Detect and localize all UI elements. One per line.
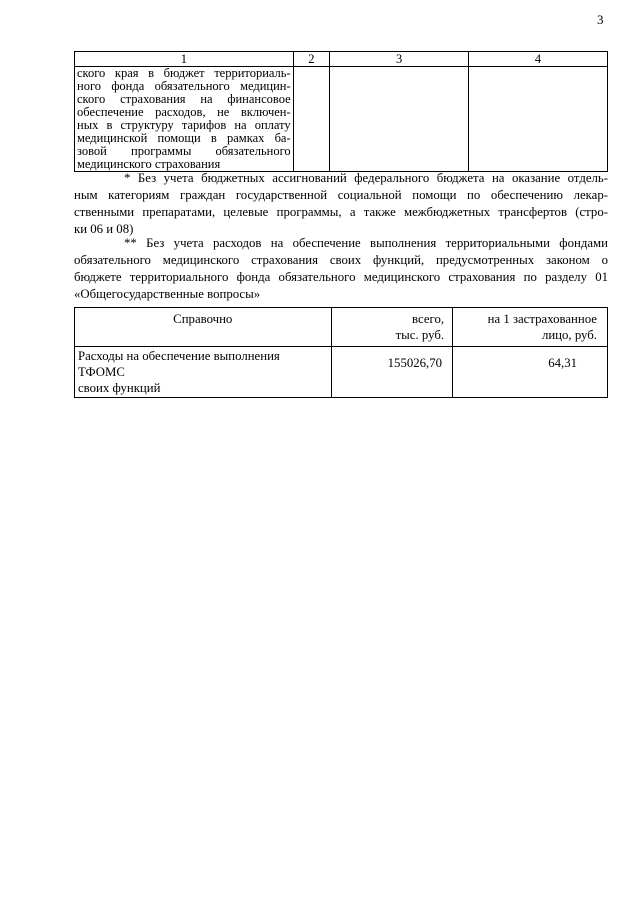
reference-row-label [75, 347, 332, 398]
row-description-line: зовой программы обязательного [77, 145, 291, 158]
reference-header-per-person-line: лицо, руб. [541, 328, 597, 342]
table-header-row [75, 52, 608, 67]
reference-header-total-line: всего, [412, 312, 445, 326]
reference-row-total: 155026,70 [331, 347, 453, 398]
reference-table [74, 307, 608, 398]
row-description-line: ного фонда обязательного медицин- [77, 80, 291, 93]
row-description-line: обеспечение расходов, не включен- [77, 106, 291, 119]
row-description-line: ского страхования на финансовое [77, 93, 291, 106]
footnote-line: ки 06 и 08) [74, 222, 134, 236]
reference-row-label-line: Расходы на обеспечение выполнения ТФОМС [78, 349, 280, 379]
footnote-line: обязательного медицинского страхования своих функций, предусмотренных законом о [74, 253, 608, 267]
reference-header-total [331, 308, 453, 347]
table-row [75, 67, 608, 172]
footnote-line: бюджете территориального фонда обязательного медицинского страхования по разделу 01 [74, 270, 608, 284]
column-header-4: 4 [469, 52, 608, 67]
main-table [74, 51, 608, 172]
column-header-1: 1 [75, 52, 294, 67]
row-description-line: медицинской помощи в рамках ба- [77, 132, 291, 145]
reference-row-per-person: 64,31 [453, 347, 608, 398]
row-description-cell [75, 67, 294, 172]
column-header-3: 3 [330, 52, 469, 67]
reference-header-per-person-line: на 1 застрахованное [487, 312, 597, 326]
page-number: 3 [597, 12, 604, 27]
footnote-line: ственными препаратами, целевые программы, а также межбюджетных трансфертов (стро- [74, 205, 608, 219]
row-description-line: ных в структуру тарифов на оплату [77, 119, 291, 132]
column-header-2: 2 [293, 52, 330, 67]
footnote-line: «Общегосударственные вопросы» [74, 287, 261, 301]
row-cell-2 [293, 67, 330, 172]
footnote-line: * Без учета бюджетных ассигнований федерального бюджета на оказание отдель- [124, 171, 608, 185]
reference-header-row [75, 308, 608, 347]
row-cell-3 [330, 67, 469, 172]
footnote-line: ** Без учета расходов на обеспечение выполнения территориальными фондами [124, 236, 608, 250]
footnote-single-asterisk [74, 170, 608, 238]
reference-header-total-line: тыс. руб. [395, 328, 445, 342]
reference-header-label: Справочно [75, 308, 332, 347]
footnote-line: ным категориям граждан государственной социальной помощи по обеспечению лекар- [74, 188, 608, 202]
row-cell-4 [469, 67, 608, 172]
reference-row-label-line: своих функций [78, 381, 161, 395]
table-row [75, 347, 608, 398]
reference-header-per-person [453, 308, 608, 347]
row-description-line: медицинского страхования [77, 158, 221, 171]
footnote-double-asterisk [74, 235, 608, 303]
row-description-line: ского края в бюджет территориаль- [77, 67, 291, 80]
